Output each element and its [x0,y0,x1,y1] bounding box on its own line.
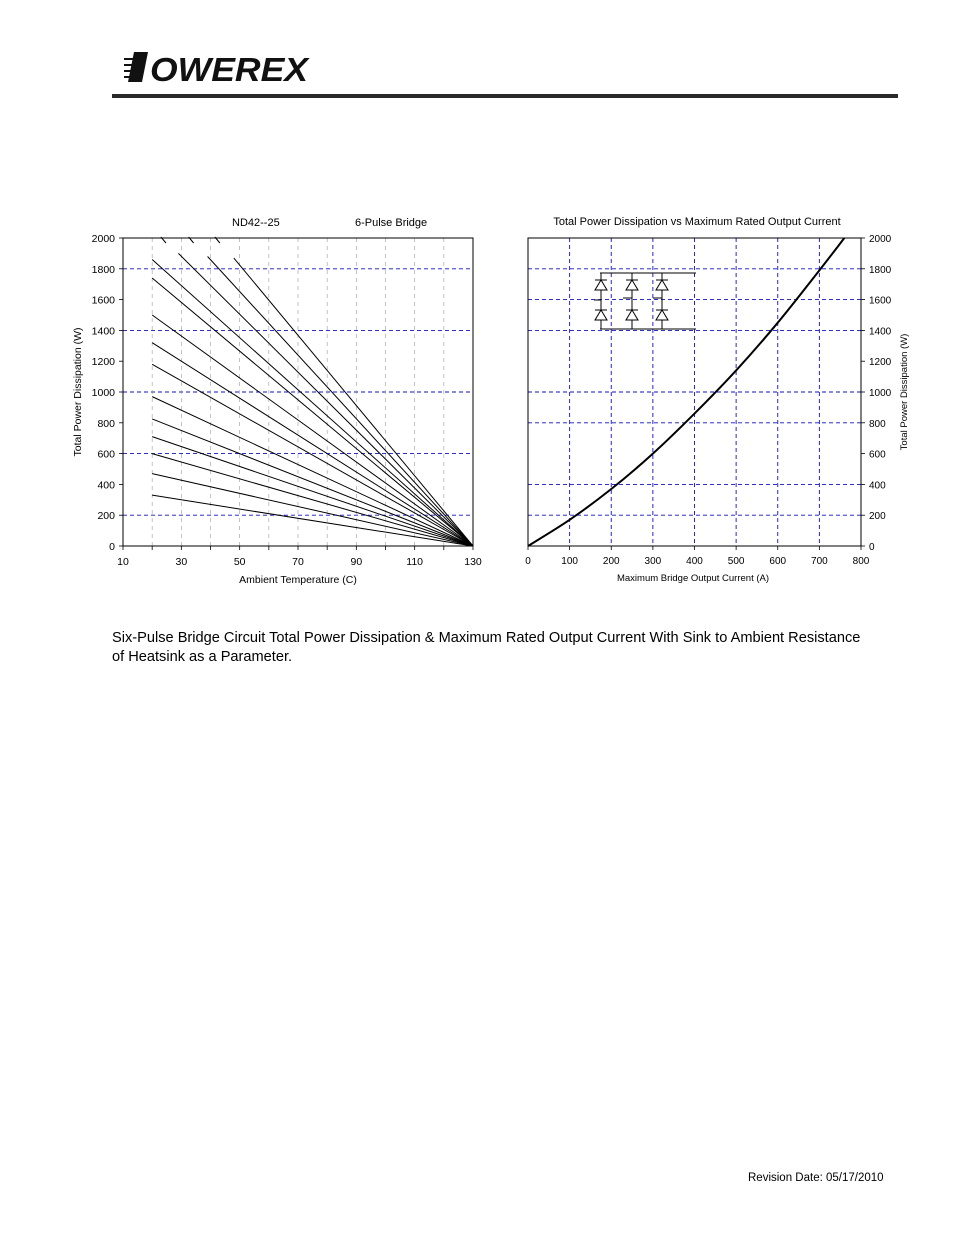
x-tick-label: 400 [686,556,703,567]
y-tick-label: 0 [109,541,115,553]
y-tick-label: 200 [97,510,115,523]
figure-caption: Six-Pulse Bridge Circuit Total Power Dissipation & Maximum Rated Output Current With Sink to Ambient Resistance of Heatsink as a Parameter. [112,630,861,665]
bridge-circuit-diagram [594,273,696,329]
grid [123,238,473,546]
x-tick-label: 600 [769,556,787,567]
left-chart [70,210,490,595]
y-tick-label: 1600 [869,295,892,307]
chart-annotation-config: 6-Pulse Bridge [355,217,428,229]
x-tick-label: 130 [464,556,482,568]
header-rule [112,94,898,98]
series-line [152,397,473,546]
y-tick-label: 1600 [91,294,115,307]
series-line [208,256,473,546]
series-line [152,419,473,546]
x-tick-label: 30 [175,556,188,568]
x-tick-label: 100 [561,556,578,567]
grid [528,238,861,546]
y-tick-label: 0 [869,542,875,553]
x-axis-label: Ambient Temperature (C) [239,574,357,586]
y-tick-label: 800 [869,418,886,430]
y-tick-label: 200 [869,511,886,523]
y-tick-label: 1400 [869,326,892,338]
series-line [152,315,473,546]
x-tick-label: 110 [406,556,424,568]
x-tick-label: 90 [350,556,363,568]
x-tick-label: 0 [525,556,531,567]
revision-date: Revision Date: 05/17/2010 [748,1172,884,1184]
series-line [234,258,473,546]
right-chart [510,210,920,595]
chart-annotation-model: ND42--25 [232,217,280,229]
y-tick-label: 400 [869,480,886,492]
series-line [152,474,473,546]
svg-text:OWEREX: OWEREX [150,51,310,84]
x-axis-label: Maximum Bridge Output Current (A) [616,573,770,584]
series-line [152,364,473,546]
y-tick-label: 1200 [91,356,115,369]
chart-title: Total Power Dissipation vs Maximum Rated Output Current [553,216,841,228]
y-tick-label: 2000 [869,234,892,245]
powerex-logo [124,50,310,84]
x-tick-label: 500 [727,556,745,567]
y-tick-label: 1800 [91,263,115,276]
x-tick-label: 300 [644,556,662,567]
x-tick-label: 700 [811,556,828,567]
y-tick-label: 1800 [869,264,892,276]
x-tick-label: 800 [852,556,870,567]
series-line [178,253,473,546]
series-line [152,454,473,546]
y-axis-label: Total Power Dissipation (W) [899,333,910,451]
y-tick-label: 800 [97,417,115,430]
y-tick-label: 1200 [869,357,892,369]
y-tick-label: 1400 [91,325,115,338]
y-axis-label: Total Power Dissipation (W) [72,327,84,457]
x-tick-label: 50 [233,556,246,568]
y-tick-label: 2000 [91,233,115,245]
x-tick-label: 200 [602,556,620,567]
x-tick-label: 10 [117,556,129,568]
y-tick-label: 1000 [91,387,115,399]
y-tick-label: 400 [97,479,115,492]
y-tick-label: 600 [97,448,115,461]
series-line [152,278,473,546]
y-tick-label: 1000 [869,388,892,399]
series-line [152,437,473,546]
series-group [152,237,473,546]
y-tick-label: 600 [869,449,886,461]
x-tick-label: 70 [292,556,304,568]
